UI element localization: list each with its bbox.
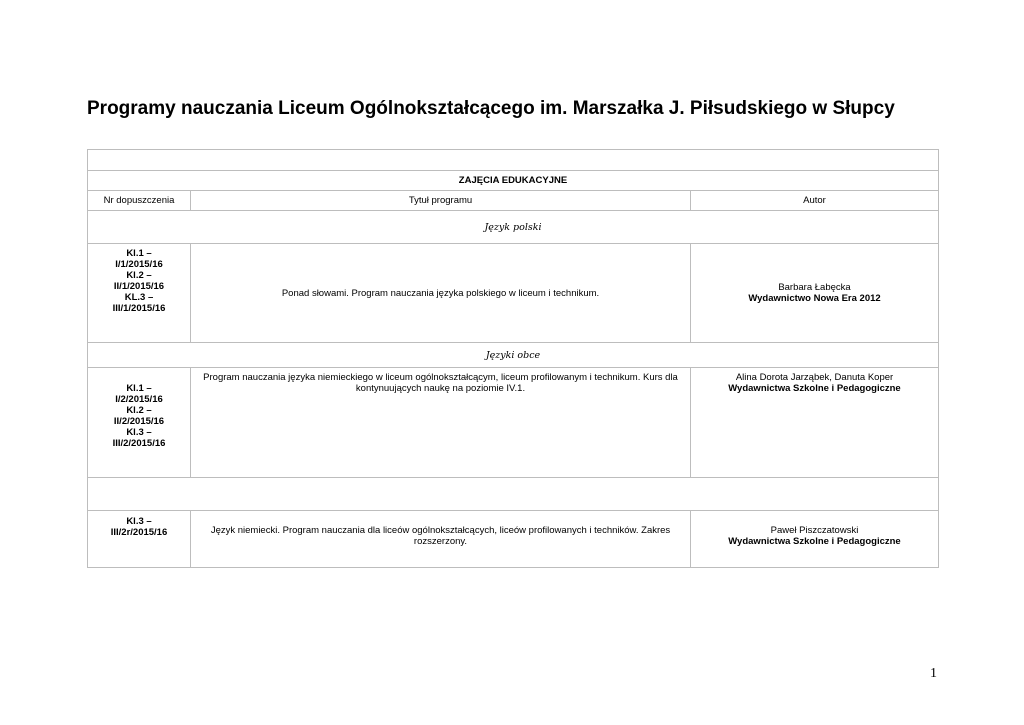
nr-line: I/1/2015/16: [115, 259, 163, 270]
section-row-foreign: [88, 343, 939, 368]
header-group-label: ZAJĘCIA EDUKACYJNE: [88, 171, 939, 191]
column-header-title: Tytuł programu: [191, 191, 691, 211]
section-title-polish: Język polski: [88, 211, 939, 244]
nr-line: Kl.3 –: [126, 427, 152, 438]
nr-line: III/1/2015/16: [112, 303, 166, 314]
author-name: Alina Dorota Jarząbek, Danuta Koper: [735, 372, 894, 383]
table-row: [88, 368, 939, 478]
nr-cell: [88, 244, 191, 343]
nr-line: II/2/2015/16: [113, 416, 165, 427]
nr-line: I/2/2015/16: [115, 394, 163, 405]
document-title: Programy nauczania Liceum Ogólnokształcącego im. Marszałka J. Piłsudskiego w Słupcy: [87, 98, 895, 119]
column-header-row: [88, 191, 939, 211]
nr-line: Kl.2 –: [126, 270, 152, 281]
column-header-author: Autor: [691, 191, 939, 211]
publisher-name: Wydawnictwa Szkolne i Pedagogiczne: [728, 383, 901, 394]
nr-line: KL.3 –: [124, 292, 154, 303]
table-row: [88, 244, 939, 343]
curriculum-table: [87, 149, 939, 568]
nr-line: III/2/2015/16: [112, 438, 166, 449]
nr-line: II/1/2015/16: [113, 281, 165, 292]
section-row-polish: [88, 211, 939, 244]
nr-cell: [88, 511, 191, 568]
page-number: 1: [930, 666, 937, 681]
section-title-foreign: Języki obce: [88, 343, 939, 368]
author-cell: [691, 511, 939, 568]
nr-line: Kl.1 –: [126, 248, 152, 259]
author-name: Barbara Łabęcka: [778, 282, 851, 293]
program-title-cell: Ponad słowami. Program nauczania języka polskiego w liceum i technikum.: [191, 244, 691, 343]
nr-line: III/2r/2015/16: [110, 527, 168, 538]
program-title-cell: Program nauczania języka niemieckiego w liceum ogólnokształcącym, liceum profilowanym i technikum. Kurs dla kontynuujących naukę na poziomie IV.1.: [191, 368, 691, 478]
nr-line: Kl.1 –: [126, 383, 152, 394]
header-group-row: [88, 171, 939, 191]
nr-line: Kl.3 –: [126, 516, 152, 527]
program-title-cell: Język niemiecki. Program nauczania dla liceów ogólnokształcących, liceów profilowanych i techników. Zakres rozszerzony.: [191, 511, 691, 568]
author-cell: [691, 368, 939, 478]
author-name: Paweł Piszczatowski: [770, 525, 859, 536]
publisher-name: Wydawnictwa Szkolne i Pedagogiczne: [728, 536, 901, 547]
column-header-nr: Nr dopuszczenia: [88, 191, 191, 211]
empty-top-row: [88, 150, 939, 171]
publisher-name: Wydawnictwo Nowa Era 2012: [748, 293, 881, 304]
nr-cell: [88, 368, 191, 478]
empty-spacer-row: [88, 478, 939, 511]
author-cell: [691, 244, 939, 343]
table-row: [88, 511, 939, 568]
nr-line: Kl.2 –: [126, 405, 152, 416]
